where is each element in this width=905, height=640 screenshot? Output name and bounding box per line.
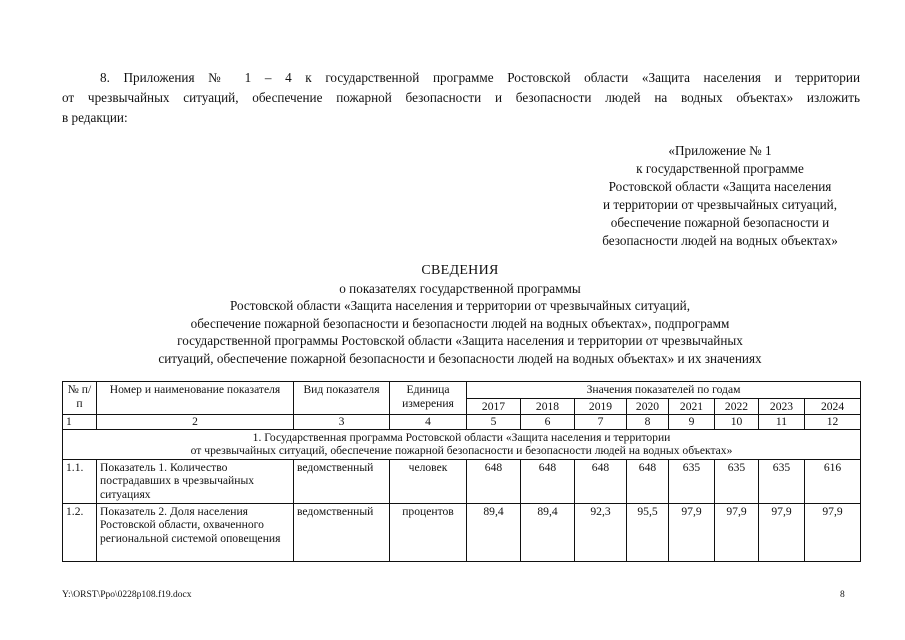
row-value: 97,9 (715, 503, 759, 561)
annex-line: и территории от чрезвычайных ситуаций, (602, 197, 837, 212)
section-title-line: от чрезвычайных ситуаций, обеспечение пожарной безопасности и безопасности людей на водных объектах» (190, 444, 733, 457)
row-value: 648 (521, 459, 575, 503)
header-year: 2022 (715, 398, 759, 415)
row-type: ведомственный (294, 459, 390, 503)
row-value: 635 (669, 459, 715, 503)
header-num: № п/п (63, 382, 97, 415)
row-value: 97,9 (759, 503, 805, 561)
column-number: 10 (715, 415, 759, 430)
intro-line-3: в редакции: (62, 110, 128, 125)
row-value: 635 (715, 459, 759, 503)
column-number: 2 (97, 415, 294, 430)
row-num: 1.1. (63, 459, 97, 503)
title-line: государственной программы Ростовской области «Защита населения и территории от чрезвычайных (177, 333, 743, 348)
header-year: 2017 (467, 398, 521, 415)
header-name: Номер и наименование показателя (97, 382, 294, 415)
column-number: 8 (627, 415, 669, 430)
row-name: Показатель 2. Доля населения Ростовской области, охваченного региональной системой оповещения (97, 503, 294, 561)
column-number: 6 (521, 415, 575, 430)
column-number: 7 (575, 415, 627, 430)
title-line: Ростовской области «Защита населения и территории от чрезвычайных ситуаций, (229, 298, 691, 313)
column-number: 3 (294, 415, 390, 430)
intro-paragraph (62, 68, 860, 128)
header-year: 2021 (669, 398, 715, 415)
row-unit: человек (390, 459, 467, 503)
column-number-row (63, 415, 861, 430)
row-value: 635 (759, 459, 805, 503)
title-line: ситуаций, обеспечение пожарной безопасности и безопасности людей на водных объектах» и их значениях (158, 350, 762, 366)
header-year: 2018 (521, 398, 575, 415)
header-year: 2023 (759, 398, 805, 415)
row-value: 89,4 (467, 503, 521, 561)
intro-line-2: от чрезвычайных ситуаций, обеспечение пожарной безопасности и безопасности людей на водных объектах» изложить (62, 90, 860, 105)
row-value: 648 (627, 459, 669, 503)
annex-line: к государственной программе (636, 161, 804, 176)
document-title: СВЕДЕНИЯ (421, 263, 499, 278)
row-value: 89,4 (521, 503, 575, 561)
row-value: 648 (575, 459, 627, 503)
row-name: Показатель 1. Количество пострадавших в чрезвычайных ситуациях (97, 459, 294, 503)
table-row (63, 459, 861, 503)
annex-line: Ростовской области «Защита населения (608, 179, 832, 194)
annex-reference (584, 142, 856, 250)
row-value: 97,9 (805, 503, 861, 561)
row-unit: процентов (390, 503, 467, 561)
row-value: 92,3 (575, 503, 627, 561)
document-title-block (100, 262, 820, 367)
row-type: ведомственный (294, 503, 390, 561)
row-value: 97,9 (669, 503, 715, 561)
table-header-row (63, 382, 861, 399)
header-year: 2020 (627, 398, 669, 415)
header-type: Вид показателя (294, 382, 390, 415)
column-number: 11 (759, 415, 805, 430)
title-line: обеспечение пожарной безопасности и безопасности людей на водных объектах», подпрограмм (190, 315, 730, 331)
file-path-footer: Y:\ORST\Ppo\0228p108.f19.docx (62, 590, 192, 600)
header-unit: Единица измерения (390, 382, 467, 415)
annex-line: «Приложение № 1 (668, 143, 772, 158)
header-year: 2019 (575, 398, 627, 415)
section-title (63, 429, 861, 459)
column-number: 1 (63, 415, 97, 430)
row-value: 616 (805, 459, 861, 503)
column-number: 5 (467, 415, 521, 430)
section-row (63, 429, 861, 459)
column-number: 4 (390, 415, 467, 430)
table-row (63, 503, 861, 561)
annex-line: безопасности людей на водных объектах» (602, 233, 838, 248)
row-value: 648 (467, 459, 521, 503)
intro-line-1: 8. Приложения № 1 – 4 к государственной программе Ростовской области «Защита населения и территории (100, 70, 860, 85)
header-values-by-year: Значения показателей по годам (467, 382, 861, 399)
title-line: о показателях государственной программы (339, 280, 581, 296)
row-num: 1.2. (63, 503, 97, 561)
indicators-table (62, 381, 861, 562)
column-number: 12 (805, 415, 861, 430)
row-value: 95,5 (627, 503, 669, 561)
column-number: 9 (669, 415, 715, 430)
annex-line: обеспечение пожарной безопасности и (610, 215, 830, 230)
page-number: 8 (840, 590, 845, 600)
header-year: 2024 (805, 398, 861, 415)
section-title-line: 1. Государственная программа Ростовской области «Защита населения и территории (252, 430, 671, 444)
